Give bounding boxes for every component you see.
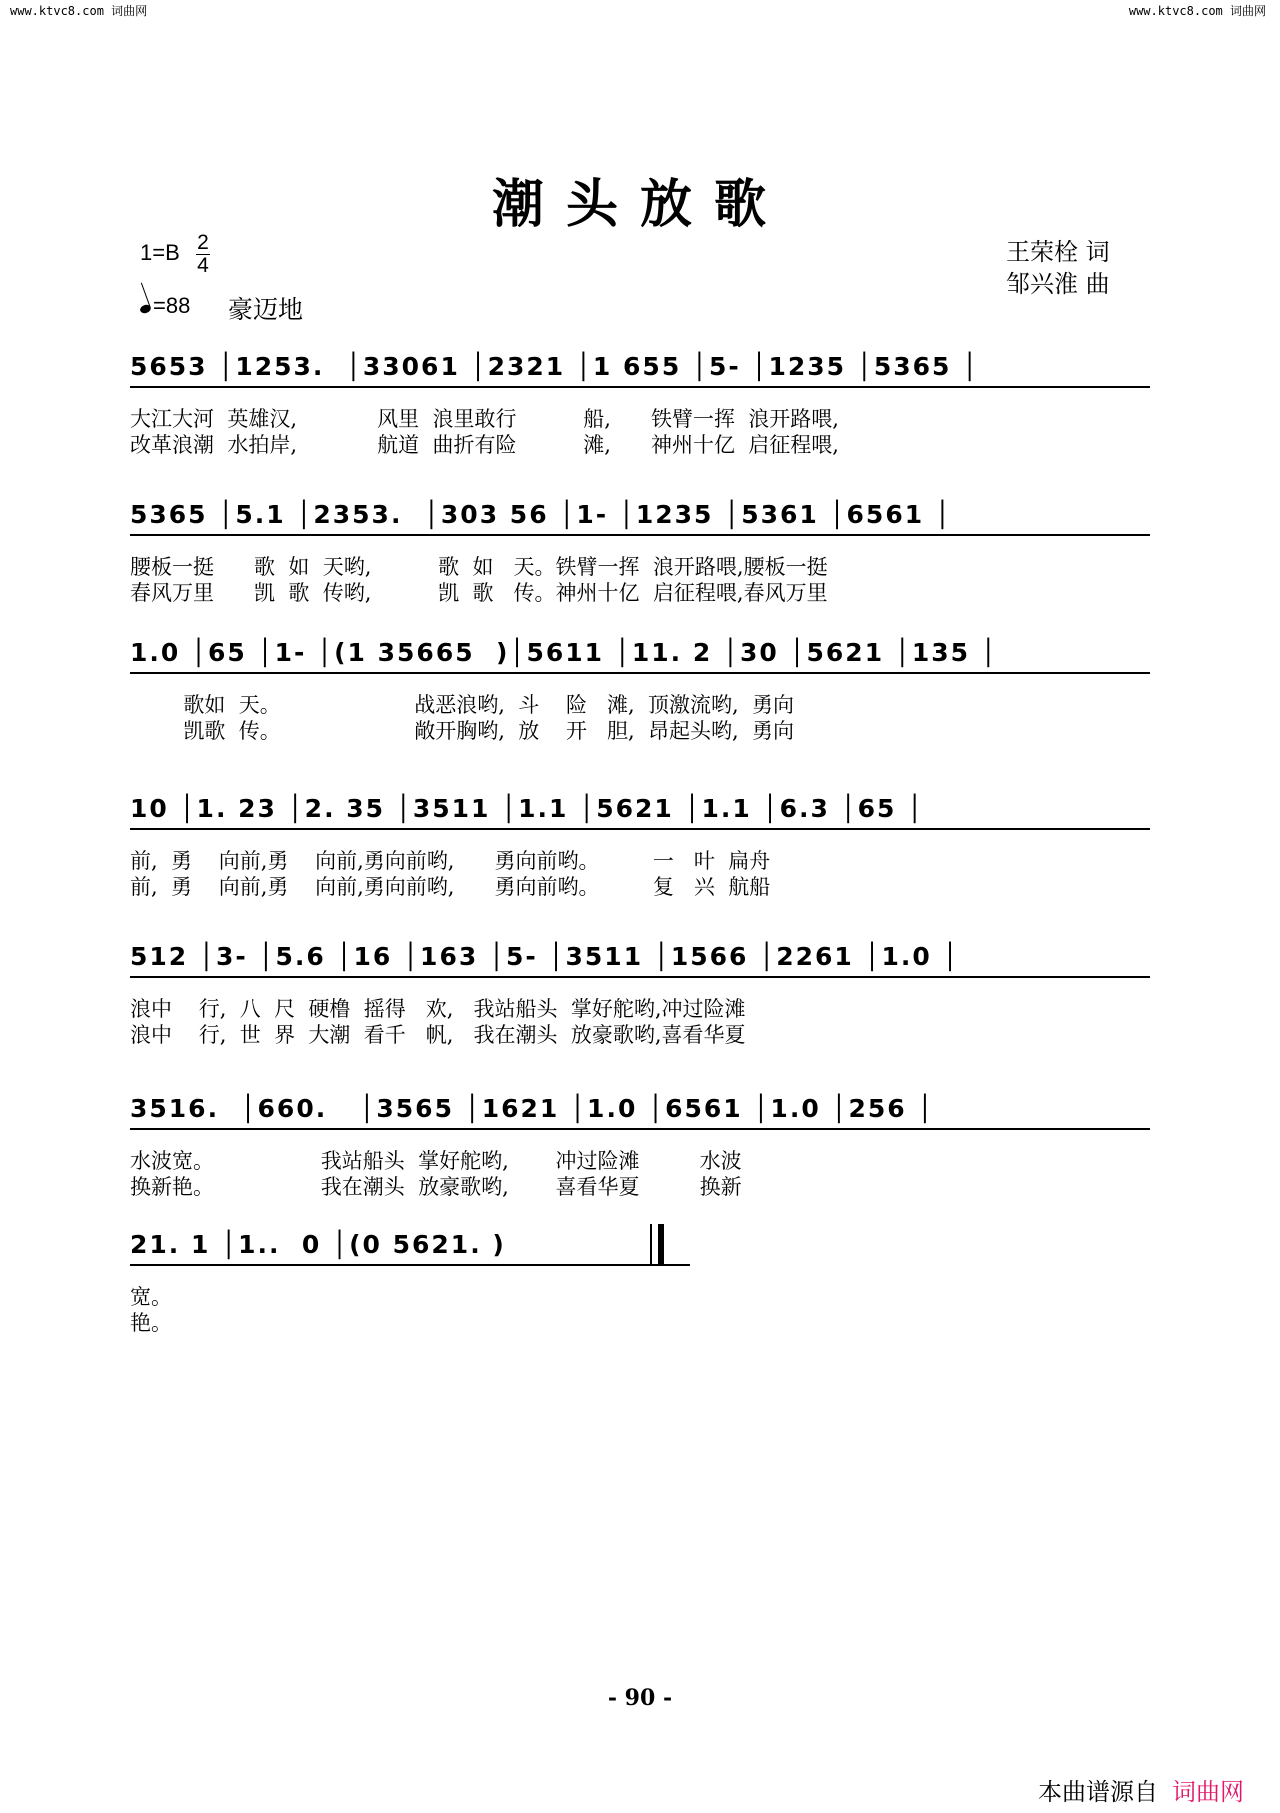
- lyrics-block: [130, 1148, 1150, 1200]
- lyrics-verse-2: 春风万里 凯 歌 传哟, 凯 歌 传。神州十亿 启征程喂,春风万里: [130, 581, 828, 605]
- key-signature: 1=B: [140, 240, 180, 265]
- source-footer: [1038, 1772, 1244, 1807]
- beam-underline: [130, 386, 1150, 388]
- lyrics-verse-1: 腰板一挺 歌 如 天哟, 歌 如 天。铁臂一挥 浪开路喂,腰板一挺: [130, 555, 828, 579]
- expression-marking: 豪迈地: [228, 296, 304, 324]
- header-left-url: www.ktvc8.com 词曲网: [10, 4, 148, 18]
- lyrics-verse-2: 艳。: [130, 1311, 172, 1335]
- header-right-url: www.ktvc8.com 词曲网: [1128, 4, 1266, 18]
- time-signature-bottom: 4: [197, 254, 209, 277]
- lyrics-block: [130, 692, 1150, 744]
- lyrics-verse-2: 凯歌 传。 敞开胸哟, 放 开 胆, 昂起头哟, 勇向: [130, 719, 795, 743]
- lyrics-verse-1: 水波宽。 我站船头 掌好舵哟, 冲过险滩 水波: [130, 1149, 742, 1173]
- score-system-7: [130, 1220, 690, 1336]
- notation-line: 5653 │1253. │33061 │2321 │1 655 │5- │1235 │5365 │: [130, 342, 1150, 392]
- score-system-6: [130, 1084, 1150, 1200]
- lyrics-block: [130, 1284, 690, 1336]
- lyrics-block: [130, 996, 1150, 1048]
- lyricist: 王荣栓 词: [1006, 238, 1110, 266]
- quarter-note-icon: [139, 303, 152, 314]
- composer: 邹兴淮 曲: [1006, 270, 1110, 298]
- beam-underline: [130, 1264, 690, 1266]
- score-system-3: [130, 628, 1150, 744]
- lyrics-verse-2: 改革浪潮 水拍岸, 航道 曲折有险 滩, 神州十亿 启征程喂,: [130, 433, 839, 457]
- notation-line: 10 │1. 23 │2. 35 │3511 │1.1 │5621 │1.1 │6.3 │65 │: [130, 784, 1150, 834]
- lyrics-verse-2: 换新艳。 我在潮头 放豪歌哟, 喜看华夏 换新: [130, 1175, 742, 1199]
- score-system-4: [130, 784, 1150, 900]
- score-system-2: [130, 490, 1150, 606]
- notation-line: 1.0 │65 │1- │(1 35665 )│5611 │11. 2 │30 │5621 │135 │: [130, 628, 1150, 678]
- source-label: 本曲谱源自: [1038, 1778, 1158, 1806]
- notation-line: 512 │3- │5.6 │16 │163 │5- │3511 │1566 │2261 │1.0 │: [130, 932, 1150, 982]
- tempo-value: =88: [153, 293, 191, 318]
- time-signature: [196, 232, 210, 277]
- lyrics-verse-1: 浪中 行, 八 尺 硬橹 摇得 欢, 我站船头 掌好舵哟,冲过险滩: [130, 997, 746, 1021]
- final-barline-thick: [658, 1224, 664, 1264]
- score-system-5: [130, 932, 1150, 1048]
- lyrics-block: [130, 554, 1150, 606]
- beam-underline: [130, 976, 1150, 978]
- lyrics-verse-1: 歌如 天。 战恶浪哟, 斗 险 滩, 顶激流哟, 勇向: [130, 693, 795, 717]
- notation-line: 21. 1 │1.. 0 │(0 5621. ): [130, 1220, 690, 1270]
- beam-underline: [130, 828, 1150, 830]
- lyrics-verse-2: 前, 勇 向前,勇 向前,勇向前哟, 勇向前哟。 复 兴 航船: [130, 875, 771, 899]
- tempo-marking: [140, 293, 190, 319]
- credits: [1006, 236, 1110, 300]
- beam-underline: [130, 672, 1150, 674]
- final-barline-thin: [650, 1224, 652, 1264]
- beam-underline: [130, 534, 1150, 536]
- page-number: - 90 -: [607, 1685, 673, 1711]
- notation-line: 3516. │660. │3565 │1621 │1.0 │6561 │1.0 │256 │: [130, 1084, 1150, 1134]
- lyrics-verse-1: 大江大河 英雄汉, 风里 浪里敢行 船, 铁臂一挥 浪开路喂,: [130, 407, 839, 431]
- source-brand-link[interactable]: 词曲网: [1172, 1778, 1244, 1806]
- lyrics-verse-2: 浪中 行, 世 界 大潮 看千 帆, 我在潮头 放豪歌哟,喜看华夏: [130, 1023, 746, 1047]
- lyrics-block: [130, 848, 1150, 900]
- beam-underline: [130, 1128, 1150, 1130]
- notation-line: 5365 │5.1 │2353. │303 56 │1- │1235 │5361 │6561 │: [130, 490, 1150, 540]
- lyrics-verse-1: 宽。: [130, 1285, 172, 1309]
- lyrics-block: [130, 406, 1150, 458]
- score-system-1: [130, 342, 1150, 458]
- lyrics-verse-1: 前, 勇 向前,勇 向前,勇向前哟, 勇向前哟。 一 叶 扁舟: [130, 849, 771, 873]
- song-title: 潮头放歌: [491, 174, 788, 235]
- time-signature-top: 2: [197, 231, 209, 254]
